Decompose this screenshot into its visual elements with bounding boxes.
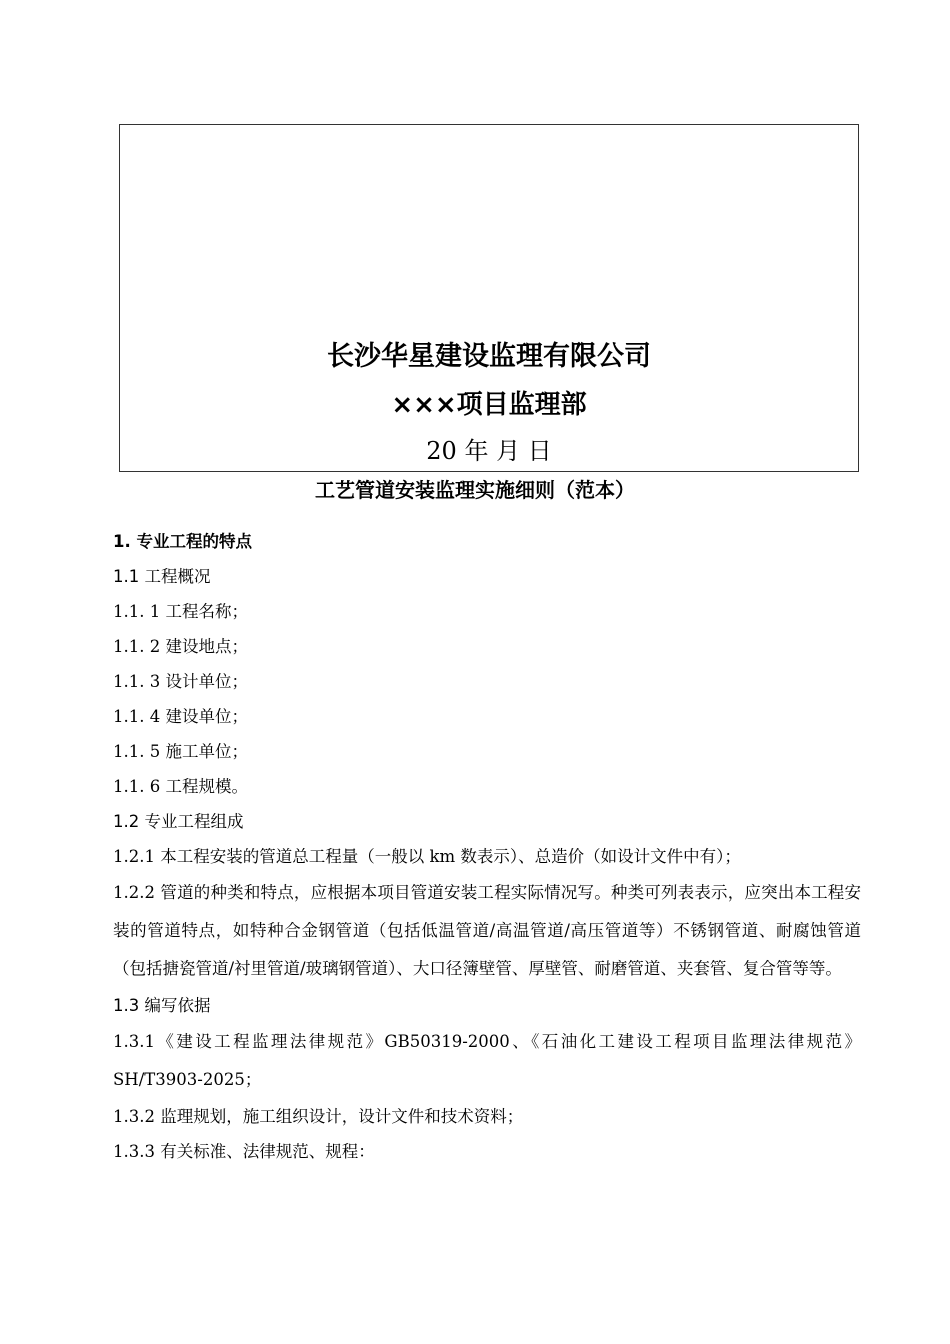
paragraph: 1.3.1《建设工程监理法律规范》GB50319-2000、《石油化工建设工程项目监理法律规范》SH/T3903-2025； (113, 1032, 861, 1089)
list-item: 1.1. 2 建设地点； (113, 637, 248, 656)
subsection-heading: 1.1 工程概况 (113, 567, 211, 586)
paragraph: 1.3.3 有关标准、法律规范、规程： (113, 1142, 375, 1161)
document-title: 工艺管道安装监理实施细则（范本） (315, 478, 635, 502)
cover-date: 20 年 月 日 (426, 437, 552, 465)
section-heading: 1. 专业工程的特点 (113, 532, 252, 551)
list-item: 1.1. 5 施工单位； (113, 742, 248, 761)
project-department: ×××项目监理部 (391, 390, 587, 420)
list-item: 1.1. 4 建设单位； (113, 707, 248, 726)
list-item: 1.1. 1 工程名称； (113, 602, 248, 621)
company-name: 长沙华星建设监理有限公司 (327, 341, 651, 372)
subsection-heading: 1.2 专业工程组成 (113, 812, 244, 831)
paragraph: 1.2.2 管道的种类和特点，应根据本项目管道安装工程实际情况写。种类可列表表示，应突出本工程安装的管道特点，如特种合金钢管道（包括低温管道/高温管道/高压管道等）不锈钢管道、耐腐蚀管道（包括搪瓷管道/衬里管道/玻璃钢管道）、大口径簿壁管、厚壁管、耐磨管道、夹套管、复合管等等。 (113, 883, 861, 978)
document-body (113, 524, 861, 1169)
list-item: 1.1. 6 工程规模。 (113, 777, 248, 796)
subsection-heading: 1.3 编写依据 (113, 996, 211, 1015)
paragraph: 1.2.1 本工程安装的管道总工程量（一般以 km 数表示）、总造价（如设计文件中有）； (113, 847, 741, 866)
paragraph: 1.3.2 监理规划，施工组织设计，设计文件和技术资料； (113, 1107, 524, 1126)
list-item: 1.1. 3 设计单位； (113, 672, 248, 691)
cover-box (119, 124, 859, 472)
